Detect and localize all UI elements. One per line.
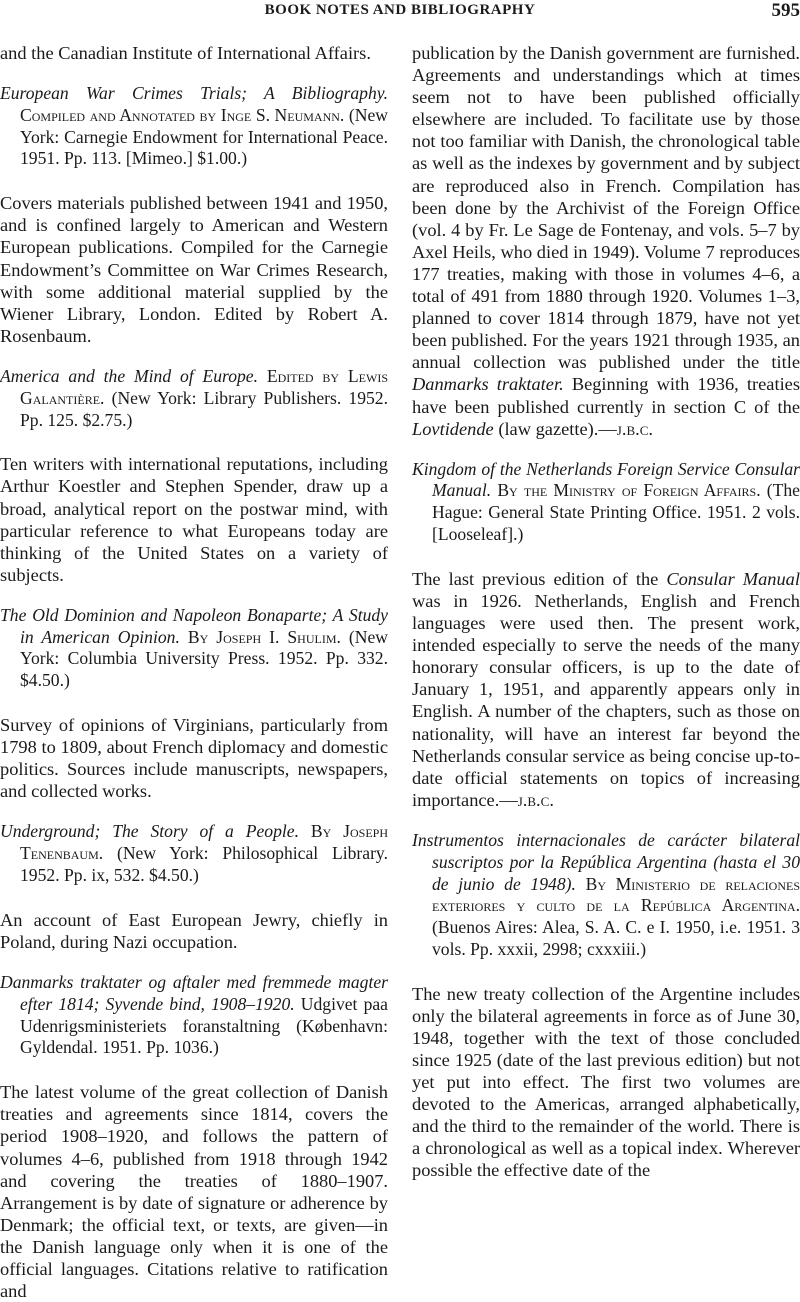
citation-publication: (Buenos Aires: Alea, S. A. C. e I. 1950, i.e. 1951. 3 vols. Pp. xxxii, 2998; cxxxiii.) [432,917,800,959]
continued-text: Beginning with 1936, treaties have been published currently in section C of the [412,374,800,416]
citation-publication: (The Hague: General State Printing Office. 1951. 2 vols. [Looseleaf].) [432,480,800,544]
review-paragraph: Survey of opinions of Virginians, particularly from 1798 to 1809, about French diplomacy and domestic politics. Sources include manuscripts, newspapers, and collected works. [0,714,388,802]
citation-author: By Ministerio de relaciones exteriores y culto de la República Argentina. [432,874,800,916]
continued-paragraph [412,42,800,440]
citation-author: Compiled and Annotated by Inge S. Neumann. [20,105,344,125]
review-text: The last previous edition of the [412,569,658,589]
citation-netherlands-consular-manual [412,459,800,546]
review-paragraph: The new treaty collection of the Argentine includes only the bilateral agreements in force as of June 30, 1948, together with the text of those concluded since 1925 (date of the last previous edition) but not yet put into effect. The first two volumes are devoted to the Americas, arranged alphabetically, and the third to the remainder of the world. There is a chronological as well as a topical index. Wherever possible the effective date of the [412,983,800,1182]
citation-publication: (New York: Library Publishers. 1952. Pp. 125. $2.75.) [20,388,388,430]
citation-author: By Joseph Tenenbaum. [20,821,388,863]
citation-title: Underground; The Story of a People. [0,821,299,841]
citation-instrumentos-internacionales [412,830,800,961]
citation-title: Kingdom of the Netherlands Foreign Service Consular Manual. [412,459,800,501]
review-paragraph: Covers materials published between 1941 and 1950, and is confined largely to American and Western European publications. Compiled for the Carnegie Endowment’s Committee on War Crimes Research, with some additional material supplied by the Wiener Library, London. Edited by Robert A. Rosenbaum. [0,192,388,347]
reviewer-initials: j.b.c. [617,419,653,439]
page-number: 595 [772,0,800,22]
cited-title: Danmarks traktater. [412,374,564,394]
citation-author: By Joseph I. Shulim. [188,627,341,647]
citation-publication: (New York: Carnegie Endowment for International Peace. 1951. Pp. 113. [Mimeo.] $1.00.) [20,105,388,169]
right-column [412,42,800,1182]
citation-america-mind-europe [0,366,388,431]
citation-old-dominion [0,605,388,692]
continued-text: publication by the Danish government are furnished. Agreements and understandings which at times seem not to have been published officially elsewhere are included. To facilitate use by those not too familiar with Danish, the chronological table as well as the indexes by government and by subject are reproduced also in French. Compilation has been done by the Archivist of the Foreign Office (vol. 4 by Fr. Le Sage de Fontenay, and vols. 5–7 by Axel Heils, who died in 1949). Volume 7 reproduces 177 treaties, making with those in volumes 4–6, a total of 491 from 1880 through 1920. Volumes 1–3, planned to cover 1814 through 1879, have not yet been published. For the years 1921 through 1935, an annual collection was published under the title [412,43,800,372]
citation-title: The Old Dominion and Napoleon Bonaparte; A Study in American Opinion. [0,605,388,647]
left-column [0,42,388,1302]
review-text: was in 1926. Netherlands, English and French languages were used then. The present work, intended especially to serve the needs of the many honorary consular officers, is up to the date of January 1, 1951, and apparently appears only in English. A number of the chapters, such as those on nationality, will have an interest far beyond the Netherlands consular service as being concise up-to-date official statements on topics of increasing importance.— [412,591,800,810]
review-paragraph [412,568,800,811]
review-paragraph: Ten writers with international reputations, including Arthur Koestler and Stephen Spender, draw up a broad, analytical report on the postwar mind, with particular reference to what Europeans today are thinking of the United States on a variety of subjects. [0,453,388,586]
citation-title: America and the Mind of Europe. [0,366,258,386]
citation-european-war-crimes [0,83,388,170]
citation-author: By the Ministry of Foreign Affairs. [497,480,760,500]
citation-publication: (New York: Columbia University Press. 1952. Pp. 332. $4.50.) [20,627,388,691]
running-title: BOOK NOTES AND BIBLIOGRAPHY [0,2,800,19]
citation-title: Instrumentos internacionales de carácter bilateral suscriptos por la República Argentina (hasta el 30 de junio de 1948). [412,830,800,894]
continued-text: (law gazette).— [498,419,616,439]
citation-title: European War Crimes Trials; A Bibliography. [0,83,388,103]
citation-danmarks-traktater [0,972,388,1059]
citation-publication: (New York: Philosophical Library. 1952. Pp. ix, 532. $4.50.) [20,843,388,885]
page-header [0,0,800,28]
cited-title: Consular Manual [666,569,800,589]
continued-paragraph: and the Canadian Institute of International Affairs. [0,42,388,64]
citation-author: Edited by Lewis Galantière. [20,366,388,408]
citation-publication: Udgivet paa Udenrigsministeriets foranstaltning (København: Gyldendal. 1951. Pp. 1036.) [20,994,388,1058]
cited-title: Lovtidende [412,419,494,439]
review-paragraph: An account of East European Jewry, chiefly in Poland, during Nazi occupation. [0,909,388,953]
citation-title: Danmarks traktater og aftaler med fremmede magter efter 1814; Syvende bind, 1908–1920. [0,972,388,1014]
reviewer-initials: j.b.c. [518,790,554,810]
review-paragraph: The latest volume of the great collection of Danish treaties and agreements since 1814, covers the period 1908–1920, and follows the pattern of volumes 4–6, published from 1918 through 1942 and covering the treaties of 1880–1907. Arrangement is by date of signature or adherence by Denmark; the official text, or texts, are given—in the Danish language only when it is one of the official languages. Citations relative to ratification and [0,1081,388,1302]
citation-underground [0,821,388,886]
